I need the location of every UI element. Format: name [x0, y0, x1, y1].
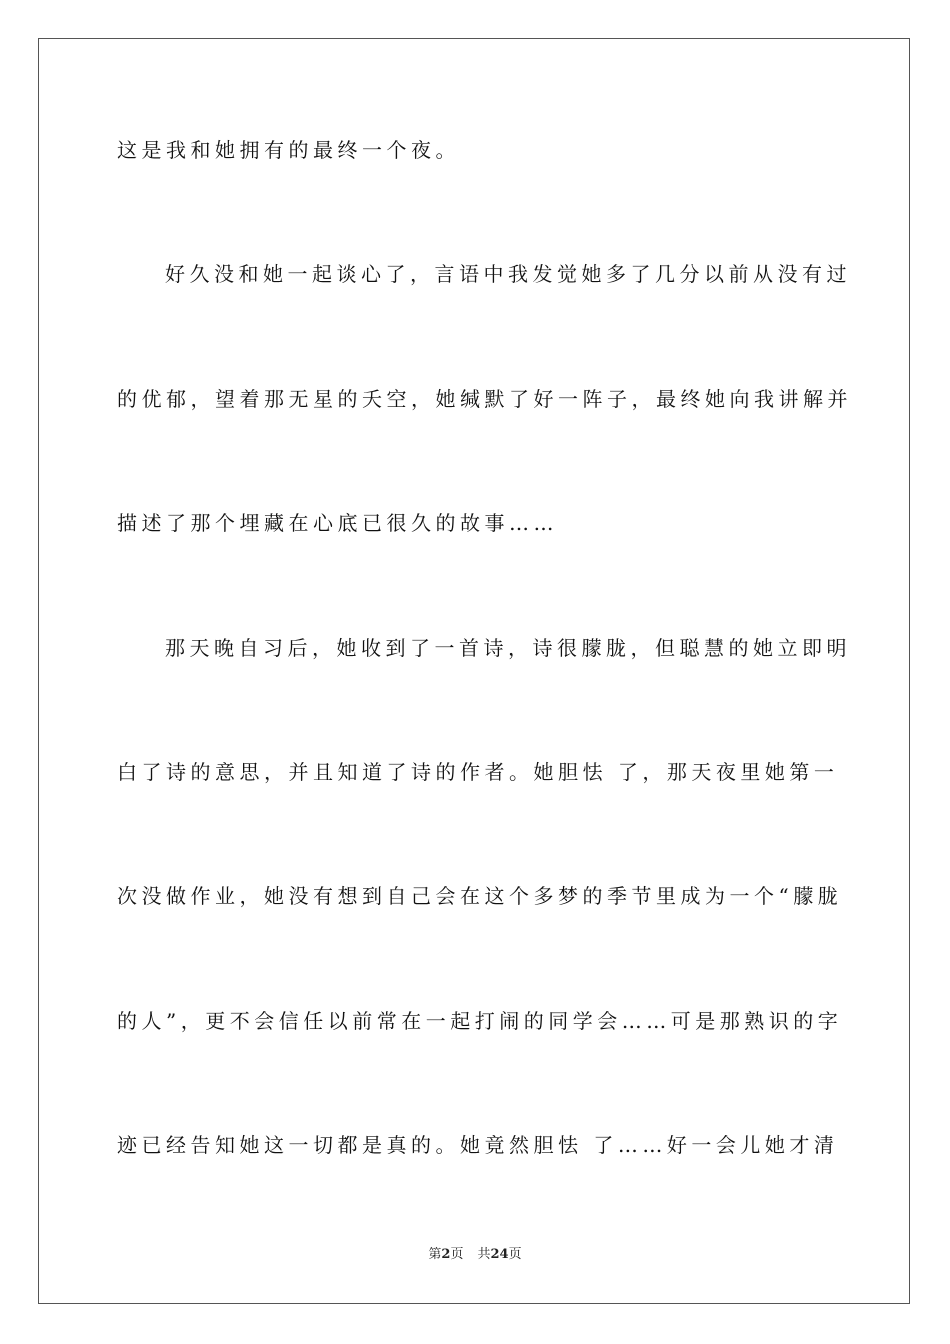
text-line-8: 的人”，更不会信任以前常在一起打闹的同学会……可是那熟识的字: [117, 1009, 843, 1033]
text-line-9: 迹已经告知她这一切都是真的。她竟然胆怯 了……好一会儿她才清: [117, 1133, 839, 1157]
total-suffix: 页: [508, 1247, 522, 1262]
text-line-4: 描述了那个埋藏在心底已很久的故事……: [117, 511, 558, 535]
text-line-2: 好久没和她一起谈心了，言语中我发觉她多了几分以前从没有过: [165, 262, 851, 286]
page-suffix: 页: [450, 1247, 464, 1262]
total-pages: 24: [490, 1247, 509, 1262]
text-line-5: 那天晚自习后，她收到了一首诗，诗很朦胧，但聪慧的她立即明: [165, 636, 851, 660]
page-footer: [0, 1247, 950, 1263]
text-line-7: 次没做作业，她没有想到自己会在这个多梦的季节里成为一个“朦胧: [117, 884, 843, 908]
total-prefix: 共: [477, 1247, 491, 1262]
page-border: [38, 38, 910, 1304]
page-number: 2: [441, 1247, 451, 1262]
text-line-1: 这是我和她拥有的最终一个夜。: [117, 138, 460, 162]
page-prefix: 第: [428, 1247, 442, 1262]
text-line-3: 的优郁，望着那无星的夭空，她缄默了好一阵子，最终她向我讲解并: [117, 387, 852, 411]
text-line-6: 白了诗的意思，并且知道了诗的作者。她胆怯 了，那天夜里她第一: [117, 760, 839, 784]
